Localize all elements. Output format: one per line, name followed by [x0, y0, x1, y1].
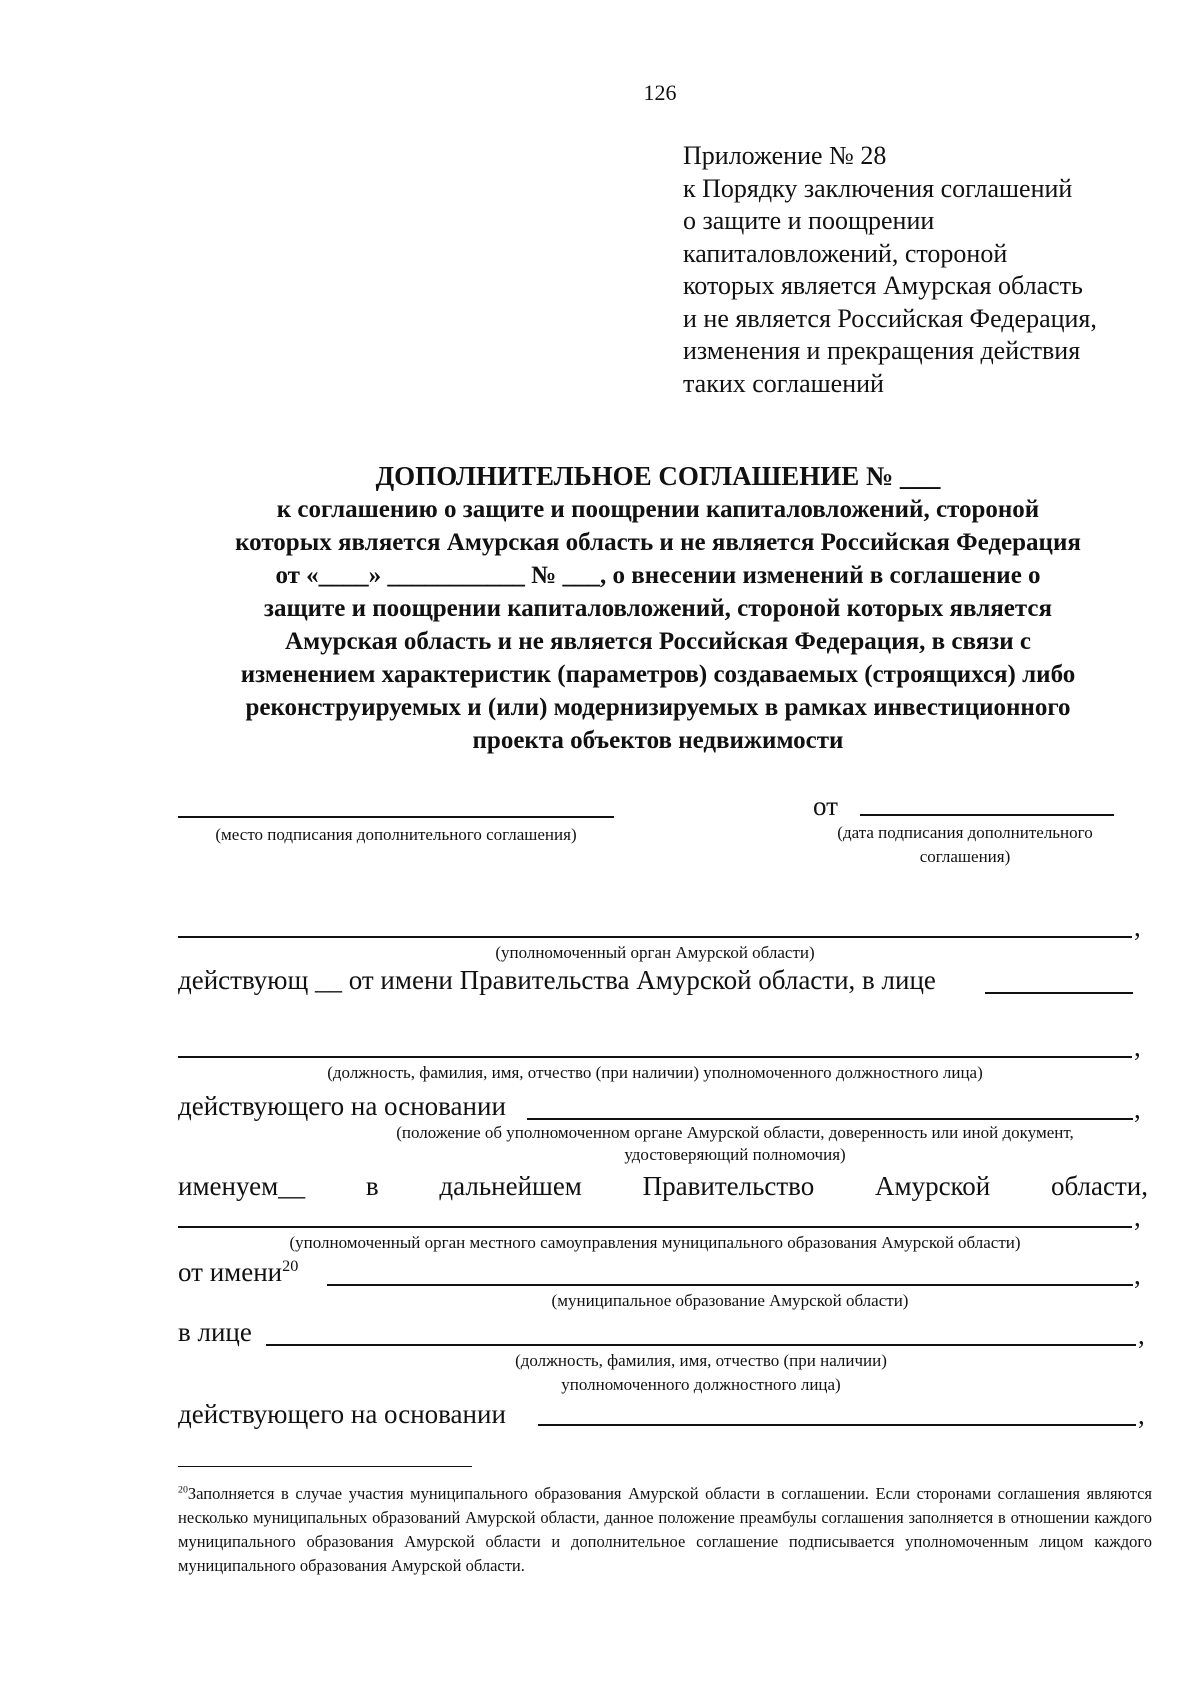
acting-basis-label-2: действующего на основании [178, 1399, 506, 1429]
appendix-line: к Порядку заключения соглашений [683, 173, 1073, 203]
on-behalf-text: от имени [178, 1257, 283, 1287]
signing-date-caption: соглашения) [919, 847, 1011, 866]
official-field[interactable] [178, 1056, 1132, 1058]
named-word: дальнейшем [439, 1171, 582, 1201]
document-title [160, 460, 1156, 757]
local-gov-caption: (уполномоченный орган местного самоуправления муниципального образования Амурской области) [289, 1233, 1021, 1252]
footnote-marker[interactable]: 20 [282, 1257, 299, 1275]
basis-caption: (положение об уполномоченном органе Амурской области, доверенность или иной документ, [396, 1123, 1074, 1142]
signing-date-field[interactable] [860, 814, 1114, 816]
named-word: в [365, 1171, 379, 1201]
municipality-caption: (муниципальное образование Амурской области) [551, 1291, 909, 1310]
local-gov-field[interactable] [178, 1226, 1132, 1228]
page-number: 126 [643, 80, 677, 105]
named-word: именуем__ [178, 1171, 306, 1201]
in-person-label: в лице [178, 1317, 252, 1347]
footnote-divider [178, 1466, 472, 1467]
on-behalf-label [178, 1256, 298, 1288]
title-line: защите и поощрении капиталовложений, стороной которых является [263, 595, 1053, 622]
title-line: к соглашению о защите и поощрении капиталовложений, стороной [276, 496, 1040, 523]
person-field[interactable] [266, 1344, 1136, 1346]
footnote-number: 20 [178, 1484, 188, 1496]
appendix-line: таких соглашений [683, 368, 884, 398]
basis-caption: удостоверяющий полномочия) [624, 1145, 846, 1164]
signing-date-caption: (дата подписания дополнительного [837, 823, 1093, 842]
basis-field[interactable] [527, 1118, 1133, 1120]
title-line: проекта объектов недвижимости [472, 727, 844, 754]
acting-on-behalf-text: действующ __ от имени Правительства Амурской области, в лице [178, 965, 936, 995]
footnote-text: Заполняется в случае участия муниципального образования Амурской области в соглашении. Если сторонами соглашения являются несколько муниципальных образований Амурской области, данное положение преамбулы соглашения заполняется в отношении каждого муниципального образования Амурской области и дополнительное соглашение подписывается уполномоченным лицом каждого муниципального образования Амурской области. [178, 1484, 1152, 1575]
signing-place-caption: (место подписания дополнительного соглашения) [215, 825, 577, 844]
named-word: области, [1050, 1171, 1148, 1201]
title-main: ДОПОЛНИТЕЛЬНОЕ СОГЛАШЕНИЕ № ___ [375, 461, 941, 491]
appendix-line: которых является Амурская область [683, 271, 1083, 300]
signing-date-prefix: от [813, 791, 838, 821]
title-line: от «____» ___________ № ___, о внесении изменений в соглашение о [275, 562, 1041, 589]
named-word: Амурской [874, 1171, 991, 1201]
appendix-line: и не является Российская Федерация, [683, 303, 1097, 333]
named-word: Правительство [642, 1171, 815, 1201]
appendix-line: изменения и прекращения действия [683, 336, 1081, 365]
appendix-line: капиталовложений, стороной [683, 238, 1008, 268]
municipality-field[interactable] [327, 1284, 1133, 1286]
official-caption: (должность, фамилия, имя, отчество (при наличии) уполномоченного должностного лица) [327, 1063, 983, 1082]
title-line: реконструируемых и (или) модернизируемых в рамках инвестиционного [245, 694, 1071, 721]
appendix-line: Приложение № 28 [683, 141, 887, 170]
title-line: Амурская область и не является Российская Федерация, в связи с [285, 628, 1031, 655]
title-line: которых является Амурская область и не является Российская Федерация [235, 529, 1081, 556]
person-caption: (должность, фамилия, имя, отчество (при наличии) [515, 1351, 887, 1370]
appendix-header [683, 140, 1097, 400]
representative-field[interactable] [985, 992, 1133, 994]
acting-basis-label: действующего на основании [178, 1091, 506, 1121]
person-caption: уполномоченного должностного лица) [561, 1375, 841, 1394]
authority-field[interactable] [178, 936, 1132, 938]
title-line: изменением характеристик (параметров) создаваемых (строящихся) либо [240, 661, 1076, 688]
authority-caption: (уполномоченный орган Амурской области) [495, 943, 815, 962]
named-line [178, 1170, 1148, 1202]
basis-field-2[interactable] [538, 1424, 1136, 1426]
appendix-line: о защите и поощрении [683, 206, 935, 235]
footnote [178, 1482, 1152, 1578]
signing-place-field[interactable] [178, 816, 614, 818]
